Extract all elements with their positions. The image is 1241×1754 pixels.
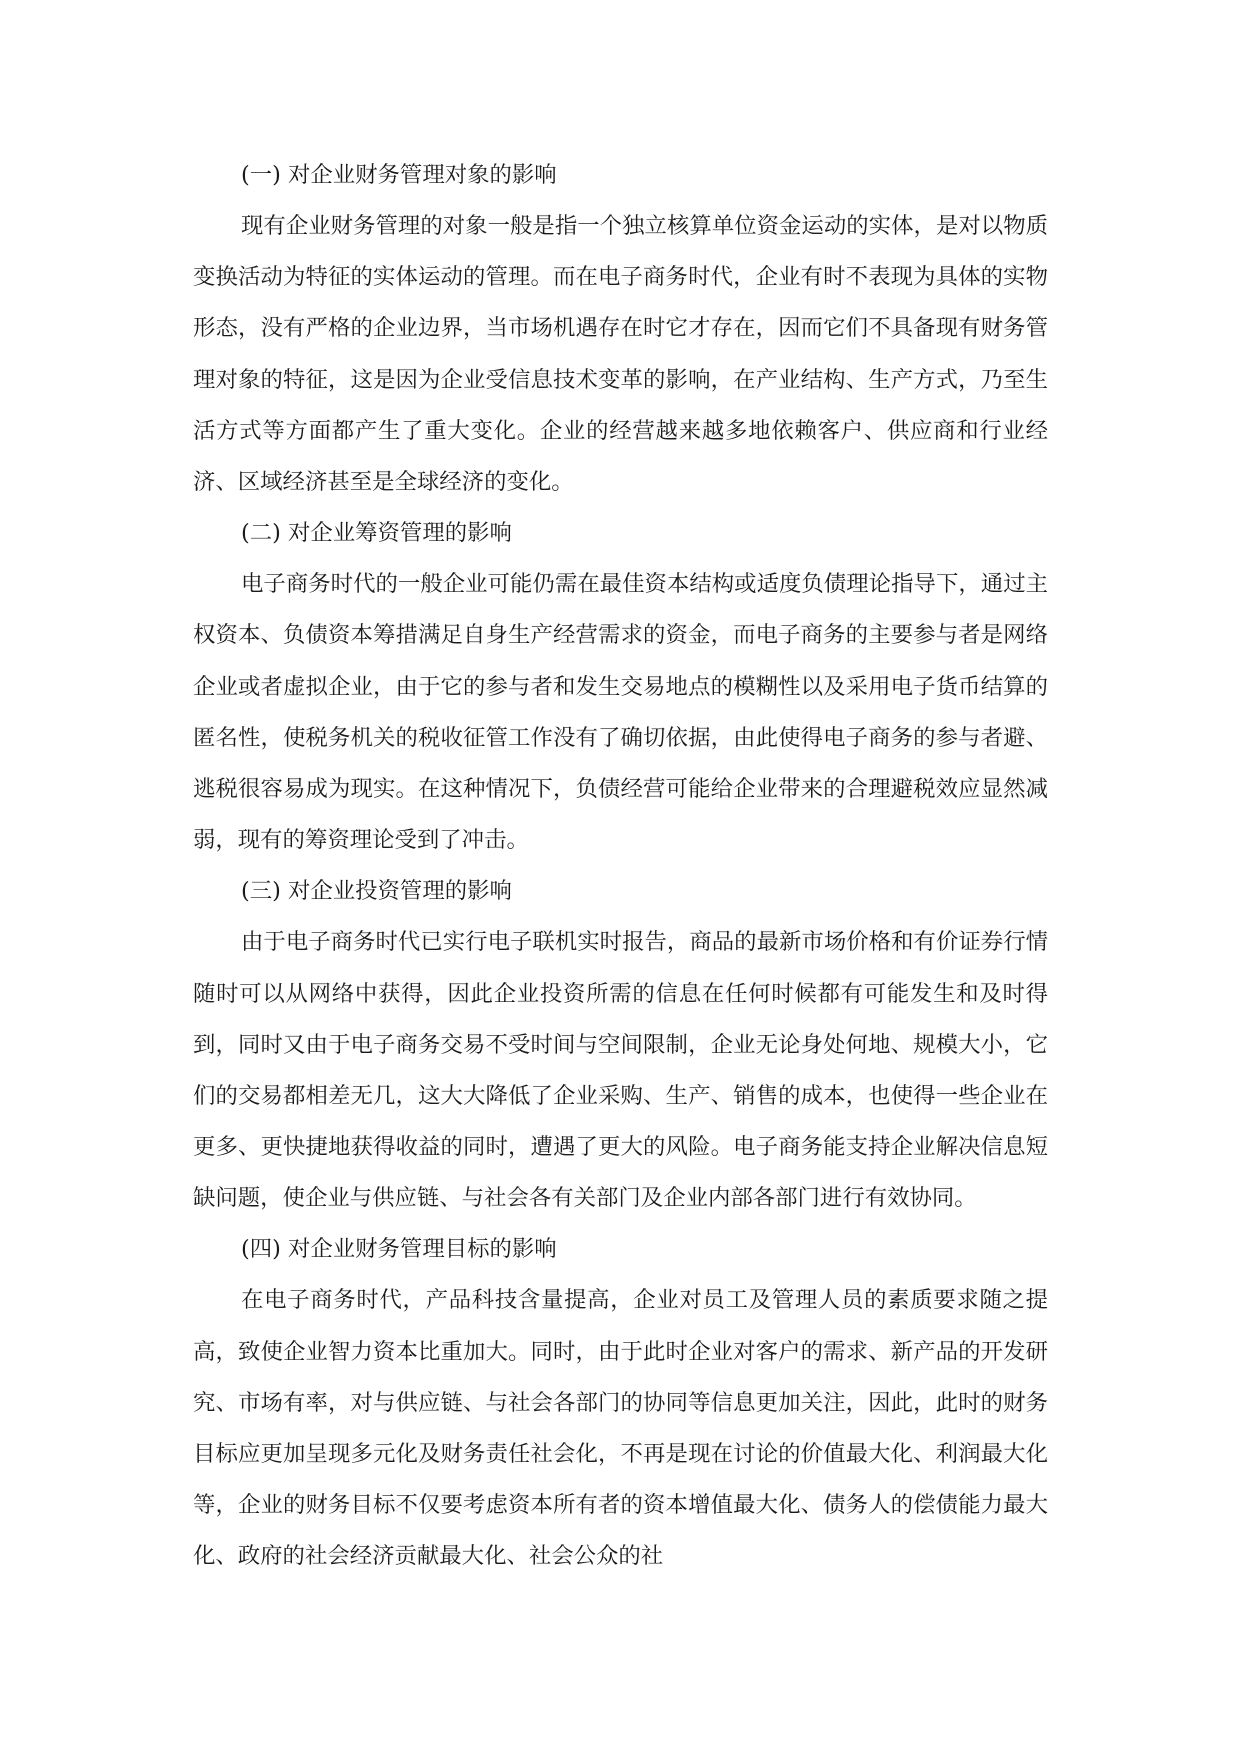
section-paragraph-4: 在电子商务时代，产品科技含量提高，企业对员工及管理人员的素质要求随之提高，致使企业智力资本比重加大。同时，由于此时企业对客户的需求、新产品的开发研究、市场有率，对与供应链、与社会各部门的协同等信息更加关注，因此，此时的财务目标应更加呈现多元化及财务责任社会化，不再是现在讨论的价值最大化、利润最大化等，企业的财务目标不仅要考虑资本所有者的资本增值最大化、债务人的偿债能力最大化、政府的社会经济贡献最大化、社会公众的社	[193, 1287, 1048, 1570]
section-heading-4: (四) 对企业财务管理目标的影响	[241, 1236, 557, 1263]
section-paragraph-1: 现有企业财务管理的对象一般是指一个独立核算单位资金运动的实体，是对以物质变换活动为特征的实体运动的管理。而在电子商务时代，企业有时不表现为具体的实物形态，没有严格的企业边界，当市场机遇存在时它才存在，因而它们不具备现有财务管理对象的特征，这是因为企业受信息技术变革的影响，在产业结构、生产方式，乃至生活方式等方面都产生了重大变化。企业的经营越来越多地依赖客户、供应商和行业经济、区域经济甚至是全球经济的变化。	[193, 213, 1048, 495]
section-heading-2: (二) 对企业筹资管理的影响	[241, 520, 512, 547]
document-page	[193, 150, 1048, 1582]
section-heading-1: (一) 对企业财务管理对象的影响	[241, 162, 557, 188]
section-heading-3: (三) 对企业投资管理的影响	[241, 878, 512, 905]
section-paragraph-3: 由于电子商务时代已实行电子联机实时报告，商品的最新市场价格和有价证券行情随时可以从网络中获得，因此企业投资所需的信息在任何时候都有可能发生和及时得到，同时又由于电子商务交易不受时间与空间限制，企业无论身处何地、规模大小，它们的交易都相差无几，这大大降低了企业采购、生产、销售的成本，也使得一些企业在更多、更快捷地获得收益的同时，遭遇了更大的风险。电子商务能支持企业解决信息短缺问题，使企业与供应链、与社会各有关部门及企业内部各部门进行有效协同。	[193, 929, 1048, 1212]
section-paragraph-2: 电子商务时代的一般企业可能仍需在最佳资本结构或适度负债理论指导下，通过主权资本、负债资本筹措满足自身生产经营需求的资金，而电子商务的主要参与者是网络企业或者虚拟企业，由于它的参与者和发生交易地点的模糊性以及采用电子货币结算的匿名性，使税务机关的税收征管工作没有了确切依据，由此使得电子商务的参与者避、逃税很容易成为现实。在这种情况下，负债经营可能给企业带来的合理避税效应显然减弱，现有的筹资理论受到了冲击。	[193, 571, 1048, 854]
